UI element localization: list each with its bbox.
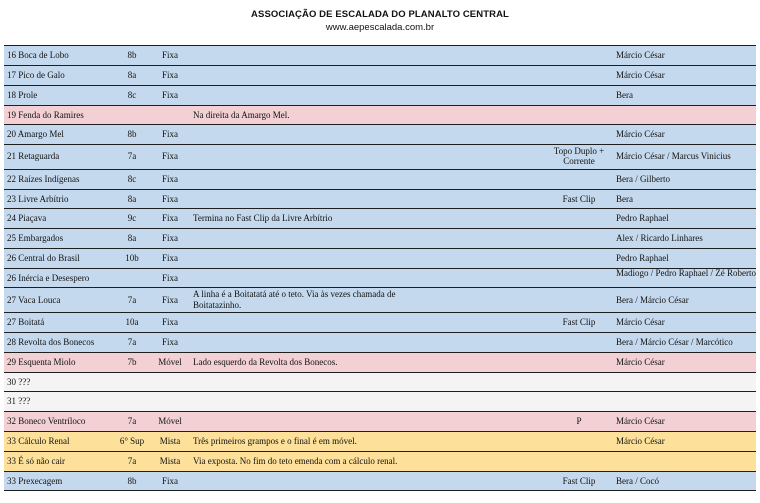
route-author: Bera / Márcio César / Marcótico	[616, 337, 733, 347]
table-row	[4, 45, 756, 65]
table-row	[4, 65, 756, 85]
route-protection: Fixa	[161, 194, 178, 204]
route-notes: A linha é a Boitatatá até o teto. Via às vezes chamada de Boitatazinho.	[193, 289, 396, 310]
route-grade: 7b	[127, 357, 137, 367]
route-author: Bera / Cocó	[616, 476, 659, 486]
route-name: 27 Boitatá	[7, 317, 45, 327]
route-name: 28 Revolta dos Bonecos	[7, 337, 95, 347]
table-row	[4, 352, 756, 372]
route-author: Bera / Gilberto	[616, 174, 670, 184]
table-row	[4, 144, 756, 169]
table-row	[4, 105, 756, 124]
route-protection: Fixa	[161, 129, 178, 139]
table-row	[4, 268, 756, 287]
route-name: 33 Cálculo Renal	[7, 436, 70, 446]
table-row	[4, 391, 756, 411]
route-grade: 8c	[127, 90, 137, 100]
table-row	[4, 431, 756, 451]
table-row	[4, 451, 756, 471]
route-name: 33 É só não cair	[7, 456, 65, 466]
route-notes: Na direita da Amargo Mel.	[193, 110, 290, 120]
route-name: 30 ???	[7, 377, 31, 387]
route-protection: Fixa	[161, 337, 178, 347]
route-grade: 7a	[127, 416, 137, 426]
route-notes: Termina no Fast Clip da Livre Arbítrio	[193, 213, 333, 223]
route-author: Márcio César	[616, 357, 665, 367]
route-grade: 6° Sup	[119, 436, 145, 446]
route-name: 19 Fenda do Ramires	[7, 110, 84, 120]
table-row	[4, 208, 756, 228]
route-name: 32 Boneco Ventríloco	[7, 416, 86, 426]
table-row	[4, 471, 756, 491]
route-author: Bera / Márcio César	[616, 295, 689, 305]
table-row	[4, 287, 756, 312]
table-row	[4, 248, 756, 268]
route-protection: Fixa	[161, 253, 178, 263]
route-protection: Fixa	[161, 233, 178, 243]
route-name: 26 Central do Brasil	[7, 253, 80, 263]
route-author: Márcio César	[616, 416, 665, 426]
route-protection: Móvel	[158, 416, 182, 426]
route-anchor: Fast Clip	[562, 194, 596, 204]
route-protection: Fixa	[161, 50, 178, 60]
route-name: 17 Pico de Galo	[7, 70, 65, 80]
route-grade: 8a	[127, 233, 137, 243]
route-protection: Mista	[159, 456, 181, 466]
route-anchor: Fast Clip	[562, 317, 596, 327]
route-name: 31 ???	[7, 396, 31, 406]
route-name: 33 Prexecagem	[7, 476, 63, 486]
route-name: 27 Vaca Louca	[7, 295, 61, 305]
table-row	[4, 312, 756, 332]
route-author: Alex / Ricardo Linhares	[616, 233, 703, 243]
route-grade: 8a	[127, 194, 137, 204]
route-grade: 8b	[127, 50, 137, 60]
route-grade: 8c	[127, 174, 137, 184]
route-name: 21 Retaguarda	[7, 151, 60, 161]
route-protection: Fixa	[161, 70, 178, 80]
route-name: 18 Prole	[7, 90, 38, 100]
organization-website: www.aepescalada.com.br	[325, 22, 435, 33]
table-row	[4, 228, 756, 248]
route-grade: 7a	[127, 456, 137, 466]
route-name: 20 Amargo Mel	[7, 129, 64, 139]
route-grade: 8a	[127, 70, 137, 80]
route-author: Márcio César	[616, 70, 665, 80]
route-anchor: Topo Duplo + Corrente	[553, 146, 605, 166]
route-protection: Fixa	[161, 476, 178, 486]
route-notes: Via exposta. No fim do teto emenda com a cálculo renal.	[193, 456, 398, 466]
route-grade: 9c	[127, 213, 137, 223]
route-notes: Lado esquerdo da Revolta dos Bonecos.	[193, 357, 338, 367]
route-author: Madiogo / Pedro Raphael / Zé Roberto	[616, 268, 756, 278]
route-protection: Fixa	[161, 90, 178, 100]
route-anchor: P	[576, 416, 582, 426]
route-author: Márcio César	[616, 129, 665, 139]
route-protection: Fixa	[161, 273, 178, 283]
route-name: 22 Raízes Indígenas	[7, 174, 80, 184]
table-row	[4, 124, 756, 144]
route-grade: 10b	[125, 253, 139, 263]
route-protection: Fixa	[161, 295, 178, 305]
route-grade: 8b	[127, 476, 137, 486]
route-author: Pedro Raphael	[616, 213, 669, 223]
route-notes: Três primeiros grampos e o final é em móvel.	[193, 436, 357, 446]
route-author: Pedro Raphael	[616, 253, 669, 263]
table-row	[4, 85, 756, 105]
route-name: 16 Boca de Lobo	[7, 50, 69, 60]
route-grade: 8b	[127, 129, 137, 139]
route-grade: 7a	[127, 337, 137, 347]
route-grade: 7a	[127, 151, 137, 161]
route-name: 24 Piaçava	[7, 213, 47, 223]
route-author: Márcio César	[616, 50, 665, 60]
route-author: Bera	[616, 90, 633, 100]
table-row	[4, 411, 756, 431]
routes-table	[4, 45, 756, 491]
route-author: Márcio César / Marcus Vinicius	[616, 151, 731, 161]
table-row	[4, 169, 756, 189]
route-anchor: Fast Clip	[562, 476, 596, 486]
route-name: 23 Livre Arbítrio	[7, 194, 69, 204]
table-row	[4, 189, 756, 208]
route-name: 29 Esquenta Miolo	[7, 357, 76, 367]
route-name: 26 Inércia e Desespero	[7, 273, 90, 283]
route-protection: Mista	[159, 436, 181, 446]
organization-title: ASSOCIAÇÃO DE ESCALADA DO PLANALTO CENTRAL	[251, 9, 509, 20]
table-row	[4, 332, 756, 352]
route-author: Márcio César	[616, 317, 665, 327]
route-name: 25 Embargados	[7, 233, 64, 243]
route-protection: Fixa	[161, 151, 178, 161]
route-protection: Fixa	[161, 317, 178, 327]
route-author: Márcio César	[616, 436, 665, 446]
table-row	[4, 372, 756, 391]
route-protection: Móvel	[158, 357, 182, 367]
route-protection: Fixa	[161, 174, 178, 184]
route-grade: 10a	[125, 317, 139, 327]
route-protection: Fixa	[161, 213, 178, 223]
route-author: Bera	[616, 194, 633, 204]
route-grade: 7a	[127, 295, 137, 305]
